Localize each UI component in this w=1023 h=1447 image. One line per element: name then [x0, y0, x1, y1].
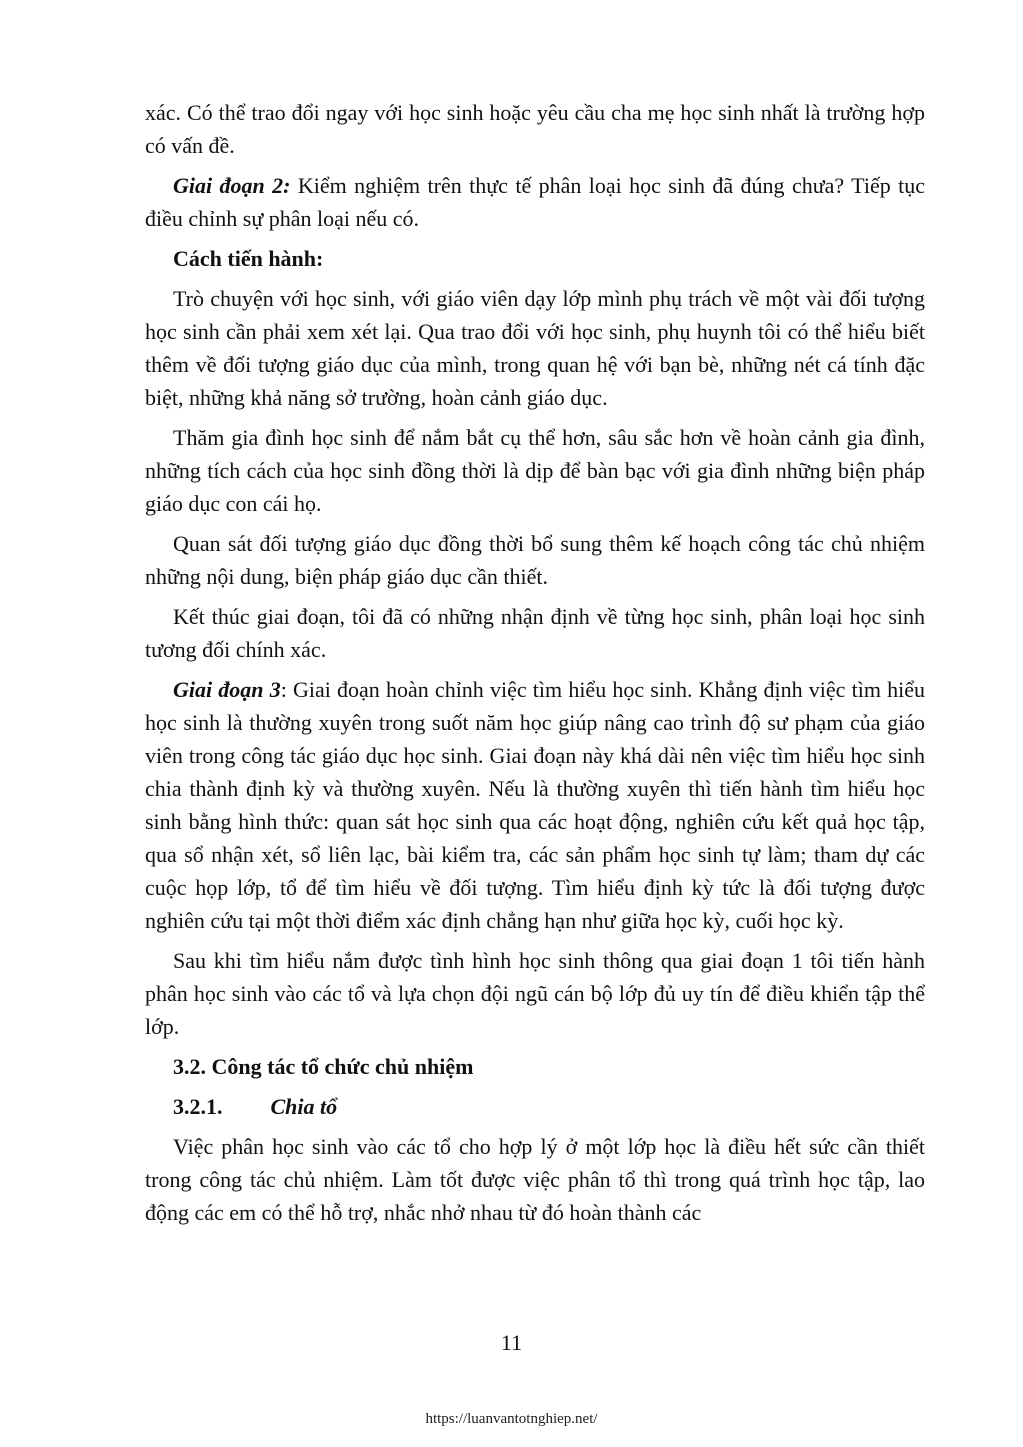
paragraph-dividing-groups: Việc phân học sinh vào các tổ cho hợp lý ở một lớp học là điều hết sức cần thiết trong công tác chủ nhiệm. Làm tốt được việc phân tổ thì trong quá trình học tập, lao động các em có thể hỗ trợ, nhắc nhở nhau từ đó hoàn thành các — [145, 1134, 925, 1225]
document-body — [145, 96, 925, 1229]
section-heading: 3.2. Công tác tổ chức chủ nhiệm — [173, 1054, 474, 1079]
phase-3-label: Giai đoạn 3 — [173, 677, 281, 702]
method-heading: Cách tiến hành: — [173, 246, 324, 271]
phase-3-text: : Giai đoạn hoàn chỉnh việc tìm hiểu học sinh. Khẳng định việc tìm hiểu học sinh là thường xuyên trong suốt năm học giúp nâng cao trình độ sư phạm của giáo viên trong công tác giáo dục học sinh. Giai đoạn này khá dài nên việc tìm hiểu học sinh chia thành định kỳ và thường xuyên. Nếu là thường xuyên thì tiến hành tìm hiểu học sinh bằng hình thức: quan sát học sinh qua các hoạt động, nghiên cứu kết quả học tập, qua sổ nhận xét, sổ liên lạc, bài kiểm tra, các sản phẩm học sinh tự làm; tham dự các cuộc họp lớp, tổ để tìm hiểu về đối tượng. Tìm hiểu định kỳ tức là đối tượng được nghiên cứu tại một thời điểm xác định chẳng hạn như giữa học kỳ, cuối học kỳ. — [145, 677, 925, 933]
paragraph-conversation: Trò chuyện với học sinh, với giáo viên dạy lớp mình phụ trách về một vài đối tượng học sinh cần phải xem xét lại. Qua trao đổi với học sinh, phụ huynh tôi có thể hiểu biết thêm về đối tượng giáo dục của mình, trong quan hệ với bạn bè, những nét cá tính đặc biệt, những khả năng sở trường, hoàn cảnh giáo dục. — [145, 286, 925, 410]
paragraph-phase-3 — [145, 673, 925, 937]
phase-2-text: Kiểm nghiệm trên thực tế phân loại học sinh đã đúng chưa? Tiếp tục điều chỉnh sự phân loại nếu có. — [145, 173, 925, 231]
paragraph-grouping: Sau khi tìm hiểu nắm được tình hình học sinh thông qua giai đoạn 1 tôi tiến hành phân học sinh vào các tổ và lựa chọn đội ngũ cán bộ lớp đủ uy tín để điều khiển tập thể lớp. — [145, 948, 925, 1039]
paragraph-observation: Quan sát đối tượng giáo dục đồng thời bổ sung thêm kế hoạch công tác chủ nhiệm những nội dung, biện pháp giáo dục cần thiết. — [145, 531, 925, 589]
subsection-number: 3.2.1. — [173, 1094, 223, 1119]
phase-2-label: Giai đoạn 2: — [173, 173, 291, 198]
subsection-title: Chia tổ — [270, 1094, 338, 1119]
paragraph-phase-conclusion: Kết thúc giai đoạn, tôi đã có những nhận định về từng học sinh, phân loại học sinh tương đối chính xác. — [145, 604, 925, 662]
paragraph-family-visit: Thăm gia đình học sinh để nắm bắt cụ thể hơn, sâu sắc hơn về hoàn cảnh gia đình, những tích cách của học sinh đồng thời là dịp để bàn bạc với gia đình những biện pháp giáo dục con cái họ. — [145, 425, 925, 516]
paragraph-continuation: xác. Có thể trao đổi ngay với học sinh hoặc yêu cầu cha mẹ học sinh nhất là trường hợp có vấn đề. — [145, 100, 925, 158]
page-number: 11 — [500, 1330, 523, 1355]
paragraph-phase-2 — [145, 169, 925, 235]
subsection-heading — [145, 1090, 925, 1123]
footer-url[interactable]: https://luanvantotnghiep.net/ — [425, 1411, 598, 1427]
